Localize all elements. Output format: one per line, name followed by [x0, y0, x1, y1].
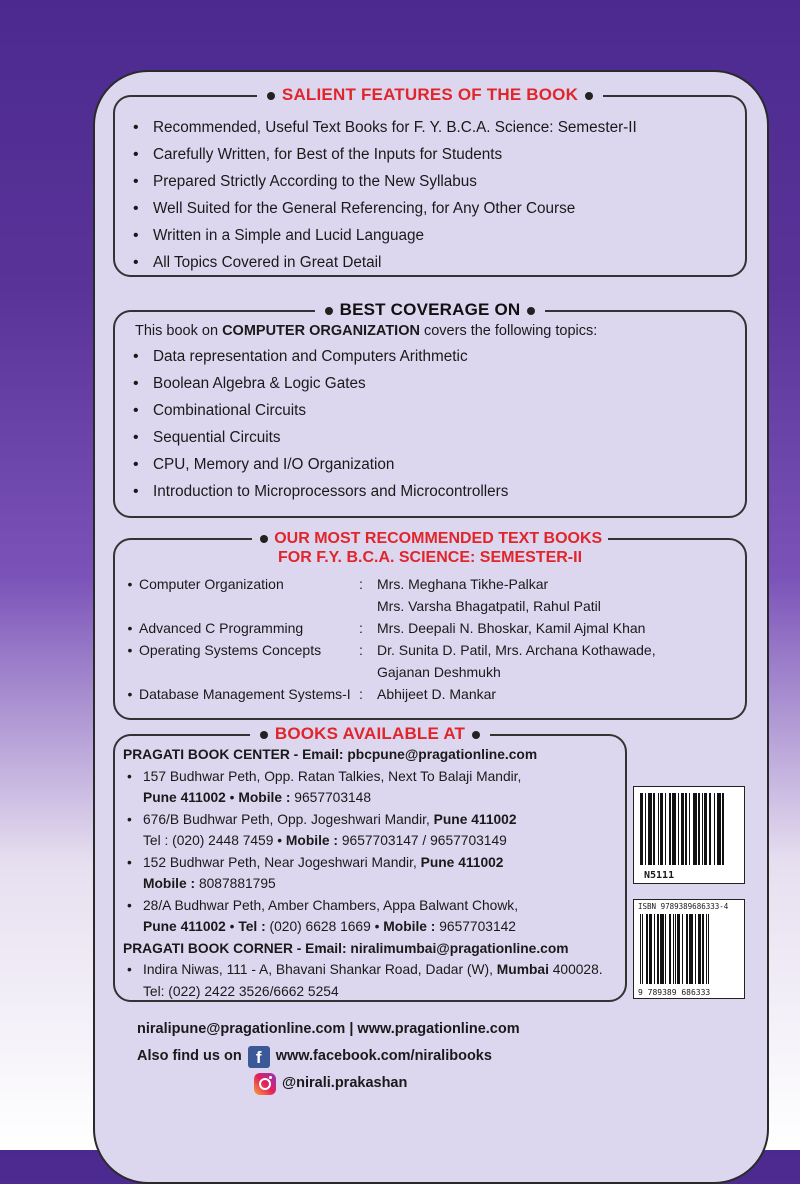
list-item: • Introduction to Microprocessors and Microcontrollers	[133, 483, 509, 500]
addresses	[115, 736, 625, 1002]
books-available-title: BOOKS AVAILABLE AT	[115, 724, 625, 744]
table-row: • Computer Organization : Mrs. Meghana Tikhe-Palkar	[127, 576, 549, 592]
list-item: • 28/A Budhwar Peth, Amber Chambers, Appa Balwant Chowk, Pune 411002 • Tel : (020) 6628 1669 • Mobile : 9657703142	[127, 897, 519, 934]
list-item: • Prepared Strictly According to the New Syllabus	[133, 173, 477, 190]
footer-contact	[137, 1016, 520, 1097]
list-item: • Indira Niwas, 111 - A, Bhavani Shankar Road, Dadar (W), Mumbai 400028. Tel: (022) 2422 3526/6662 5254	[127, 962, 603, 999]
barcode-code: N5111	[644, 870, 675, 881]
barcode-icon	[633, 786, 745, 884]
coverage-lead: This book on COMPUTER ORGANIZATION covers the following topics:	[135, 323, 598, 339]
table-row: • Advanced C Programming : Mrs. Deepali N. Bhoskar, Kamil Ajmal Khan	[127, 620, 646, 636]
salient-features-box	[113, 85, 747, 277]
table-row: Gajanan Deshmukh	[377, 664, 501, 680]
isbn-barcode-icon	[633, 899, 745, 999]
isbn-barcode-bars	[640, 914, 738, 984]
list-item: • Combinational Circuits	[133, 402, 307, 419]
list-item: • 676/B Budhwar Peth, Opp. Jogeshwari Mandir, Pune 411002 Tel : (020) 2448 7459 • Mobile : 9657703147 / 9657703149	[127, 811, 517, 848]
book-center-header: PRAGATI BOOK CENTER - Email: pbcpune@pragationline.com	[123, 747, 538, 762]
isbn-text: ISBN 9789389686333-4	[638, 902, 729, 911]
list-item: • CPU, Memory and I/O Organization	[133, 456, 395, 473]
list-item: • Well Suited for the General Referencing, for Any Other Course	[133, 200, 576, 217]
list-item: • All Topics Covered in Great Detail	[133, 254, 382, 271]
best-coverage-title: BEST COVERAGE ON	[115, 300, 745, 320]
book-corner-header: PRAGATI BOOK CORNER - Email: niralimumbai@pragationline.com	[123, 940, 569, 956]
isbn-digits: 9 789389 686333	[638, 988, 711, 997]
books-available-box	[113, 724, 627, 1002]
facebook-icon[interactable]: f	[248, 1046, 270, 1068]
instagram-link[interactable]: @nirali.prakashan	[282, 1075, 408, 1091]
recommended-title: OUR MOST RECOMMENDED TEXT BOOKS FOR F.Y. B.C.A. SCIENCE: SEMESTER-II	[115, 529, 745, 567]
salient-features-list	[127, 114, 745, 276]
footer-links: niralipune@pragationline.com | www.pragationline.com	[137, 1021, 520, 1037]
list-item: • Data representation and Computers Arithmetic	[133, 348, 468, 365]
barcode-bars	[640, 793, 738, 865]
list-item: • Sequential Circuits	[133, 429, 281, 446]
table-row: • Operating Systems Concepts : Dr. Sunita D. Patil, Mrs. Archana Kothawade,	[127, 642, 656, 658]
list-item: • Written in a Simple and Lucid Language	[133, 227, 424, 244]
instagram-row	[137, 1070, 520, 1097]
list-item: • 157 Budhwar Peth, Opp. Ratan Talkies, Next To Balaji Mandir, Pune 411002 • Mobile : 9657703148	[127, 768, 522, 805]
table-row: • Database Management Systems-I : Abhijeet D. Mankar	[127, 686, 497, 702]
list-item: • 152 Budhwar Peth, Near Jogeshwari Mandir, Pune 411002 Mobile : 8087881795	[127, 854, 504, 891]
salient-features-title: SALIENT FEATURES OF THE BOOK	[115, 85, 745, 105]
list-item: • Carefully Written, for Best of the Inputs for Students	[133, 146, 503, 163]
recommended-books-box	[113, 530, 747, 720]
table-row: Mrs. Varsha Bhagatpatil, Rahul Patil	[377, 598, 601, 614]
list-item: • Recommended, Useful Text Books for F. Y. B.C.A. Science: Semester-II	[133, 119, 637, 136]
best-coverage-box	[113, 300, 747, 518]
facebook-row: Also find us on f www.facebook.com/niralibooks	[137, 1043, 520, 1070]
recommended-books-table	[121, 573, 656, 705]
facebook-link[interactable]: www.facebook.com/niralibooks	[275, 1048, 492, 1064]
coverage-list	[127, 343, 745, 505]
list-item: • Boolean Algebra & Logic Gates	[133, 375, 366, 392]
instagram-icon[interactable]	[254, 1073, 276, 1095]
